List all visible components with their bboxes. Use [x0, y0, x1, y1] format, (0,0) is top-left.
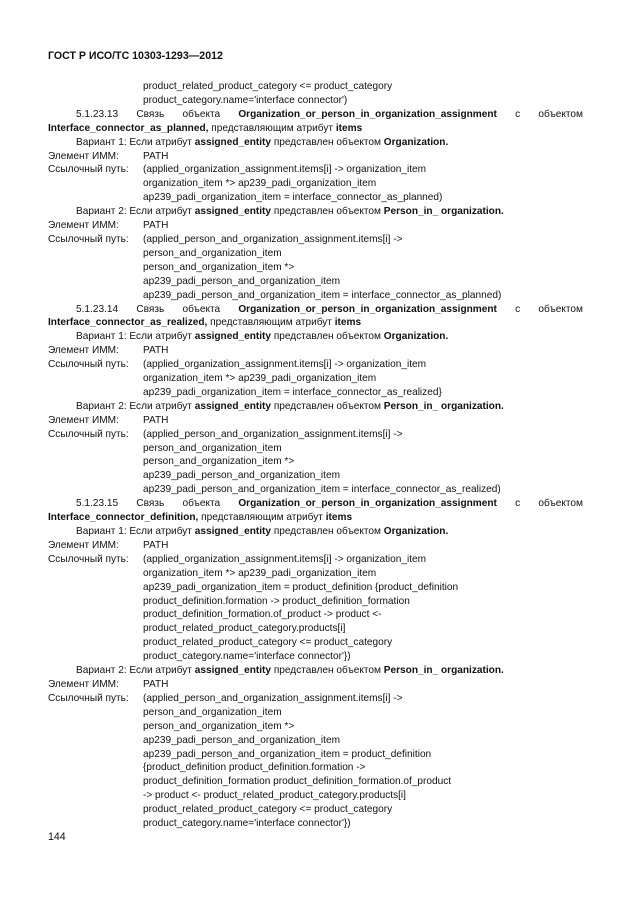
representing-text: представляющим атрибут — [198, 512, 326, 524]
path-line: person_and_organization_item *> — [143, 456, 295, 468]
entity-name: Organization. — [383, 136, 449, 148]
path-line: product_definition.formation -> product_definition_formation — [143, 595, 410, 607]
element-row — [48, 678, 583, 692]
mapping-section — [48, 108, 583, 303]
variant-prefix: Вариант 1: Если атрибут — [76, 331, 195, 343]
path-ref-row — [48, 428, 583, 442]
target-object: Interface_connector_as_planned, — [48, 122, 209, 134]
with-object-text: с объектом — [496, 498, 583, 510]
element-value: PATH — [143, 414, 169, 426]
reference-path — [48, 553, 583, 664]
attribute-name: assigned_entity — [194, 331, 272, 343]
representing-text: представляющим атрибут — [207, 317, 335, 329]
element-value: PATH — [143, 539, 169, 551]
element-value: PATH — [143, 345, 169, 357]
section-number: 5.1.23.14 — [76, 303, 119, 315]
path-line: ap239_padi_person_and_organization_item — [143, 275, 340, 287]
path-line: person_and_organization_item *> — [143, 720, 295, 732]
section-heading — [48, 303, 583, 331]
entity-name: Person_in_ organization. — [383, 400, 504, 412]
reference-path — [48, 233, 583, 303]
path-line: ap239_padi_person_and_organization_item — [143, 470, 340, 482]
path-line: (applied_person_and_organization_assignment.items[i] -> — [143, 692, 403, 704]
path-line: product_related_product_category.products[i] — [143, 623, 346, 635]
element-label: Элемент ИММ: — [48, 678, 119, 690]
attribute-name: assigned_entity — [194, 665, 272, 677]
path-ref-row — [48, 692, 583, 706]
element-row — [48, 150, 583, 164]
continuation-line: product_related_product_category <= product_category — [143, 81, 393, 92]
variant-prefix: Вариант 2: Если атрибут — [76, 400, 195, 412]
path-line: (applied_organization_assignment.items[i] -> organization_item — [143, 553, 427, 565]
reference-path — [48, 358, 583, 400]
section-heading — [48, 497, 583, 525]
variant-2-heading — [48, 664, 583, 678]
representing-text: представляющим атрибут — [208, 122, 336, 134]
path-line: (applied_organization_assignment.items[i] -> organization_item — [143, 359, 427, 371]
path-line: (applied_organization_assignment.items[i] -> organization_item — [143, 164, 427, 176]
element-label: Элемент ИММ: — [48, 150, 119, 162]
entity-name: Organization. — [383, 526, 449, 537]
represented-text: представлен объектом — [271, 206, 384, 218]
reference-path — [48, 428, 583, 498]
variant-prefix: Вариант 2: Если атрибут — [76, 206, 195, 218]
variant-2-heading — [48, 400, 583, 414]
element-value: PATH — [143, 678, 169, 690]
attribute-name: assigned_entity — [194, 206, 272, 218]
link-text: Связь объекта — [136, 498, 239, 510]
assignment-entity: Organization_or_person_in_organization_assignment — [238, 498, 497, 510]
path-line: person_and_organization_item — [143, 706, 282, 718]
represented-text: представлен объектом — [271, 136, 384, 148]
element-value: PATH — [143, 150, 169, 162]
with-object-text: с объектом — [496, 303, 583, 315]
path-line: product_category.name='interface connector'}) — [143, 818, 351, 830]
target-object-cont: connector_as_realized, — [95, 317, 208, 329]
continuation-line: product_category.name='interface connector') — [143, 94, 348, 106]
attribute-name: assigned_entity — [194, 136, 272, 148]
path-line: product_definition_formation.of_product -> product <- — [143, 609, 382, 621]
section-number: 5.1.23.13 — [76, 108, 119, 120]
assignment-entity: Organization_or_person_in_organization_assignment — [238, 108, 497, 120]
items-attribute: items — [335, 122, 363, 134]
path-line: organization_item *> ap239_padi_organization_item — [143, 567, 377, 579]
target-object-cont: connector_definition, — [95, 512, 199, 524]
mapping-section — [48, 497, 583, 831]
element-row — [48, 414, 583, 428]
reference-path — [48, 163, 583, 205]
path-ref-row — [48, 233, 583, 247]
path-line: (applied_person_and_organization_assignment.items[i] -> — [143, 428, 403, 440]
entity-name: Person_in_ organization. — [383, 206, 504, 218]
path-ref-label: Ссылочный путь: — [48, 553, 129, 565]
mapping-section — [48, 303, 583, 498]
path-line: organization_item *> ap239_padi_organization_item — [143, 373, 377, 385]
variant-2-heading — [48, 205, 583, 219]
element-value: PATH — [143, 220, 169, 232]
path-line: ap239_padi_organization_item = interface_connector_as_realized} — [143, 386, 442, 398]
page-number: 144 — [48, 831, 66, 843]
element-label: Элемент ИММ: — [48, 539, 119, 551]
path-ref-label: Ссылочный путь: — [48, 428, 129, 440]
element-row — [48, 539, 583, 553]
element-label: Элемент ИММ: — [48, 414, 119, 426]
page-header: ГОСТ Р ИСО/ТС 10303-1293—2012 — [48, 50, 223, 62]
variant-prefix: Вариант 1: Если атрибут — [76, 136, 195, 148]
represented-text: представлен объектом — [271, 400, 384, 412]
path-line: product_related_product_category <= product_category — [143, 804, 393, 816]
path-ref-row — [48, 163, 583, 177]
represented-text: представлен объектом — [271, 665, 384, 677]
path-ref-label: Ссылочный путь: — [48, 359, 129, 371]
path-line: {product_definition product_definition.formation -> — [143, 762, 366, 774]
section-heading — [48, 108, 583, 136]
represented-text: представлен объектом — [271, 526, 384, 537]
target-object: Interface_ — [48, 512, 96, 524]
path-ref-row — [48, 358, 583, 372]
path-line: ap239_padi_person_and_organization_item = interface_connector_as_planned) — [143, 289, 502, 301]
path-line: person_and_organization_item — [143, 442, 282, 454]
with-object-text: с объектом — [496, 108, 583, 120]
path-ref-label: Ссылочный путь: — [48, 692, 129, 704]
path-line: ap239_padi_person_and_organization_item = interface_connector_as_realized) — [143, 484, 501, 496]
represented-text: представлен объектом — [271, 331, 384, 343]
path-line: ap239_padi_organization_item = product_definition {product_definition — [143, 581, 459, 593]
variant-prefix: Вариант 2: Если атрибут — [76, 665, 195, 677]
element-row — [48, 219, 583, 233]
link-text: Связь объекта — [136, 303, 239, 315]
element-row — [48, 344, 583, 358]
entity-name: Organization. — [383, 331, 449, 343]
entity-name: Person_in_ organization. — [383, 665, 504, 677]
target-object: Interface_ — [48, 317, 96, 329]
attribute-name: assigned_entity — [194, 526, 272, 537]
variant-1-heading — [48, 136, 583, 150]
path-line: organization_item *> ap239_padi_organization_item — [143, 178, 377, 190]
path-line: product_definition_formation product_definition_formation.of_product — [143, 776, 452, 788]
element-label: Элемент ИММ: — [48, 345, 119, 357]
variant-prefix: Вариант 1: Если атрибут — [76, 526, 195, 537]
variant-1-heading — [48, 525, 583, 539]
path-line: person_and_organization_item *> — [143, 261, 295, 273]
element-label: Элемент ИММ: — [48, 220, 119, 232]
assignment-entity: Organization_or_person_in_organization_assignment — [238, 303, 497, 315]
reference-path — [48, 692, 583, 831]
path-line: ap239_padi_organization_item = interface_connector_as_planned) — [143, 192, 443, 204]
path-line: person_and_organization_item — [143, 247, 282, 259]
document-body — [48, 80, 583, 831]
items-attribute: items — [325, 512, 353, 524]
sections-container — [48, 108, 583, 831]
path-line: ap239_padi_person_and_organization_item — [143, 734, 340, 746]
variant-1-heading — [48, 330, 583, 344]
path-line: ap239_padi_person_and_organization_item = product_definition — [143, 748, 432, 760]
path-line: product_related_product_category <= product_category — [143, 637, 393, 649]
path-ref-label: Ссылочный путь: — [48, 233, 129, 245]
path-ref-row — [48, 553, 583, 567]
path-line: -> product <- product_related_product_category.products[i] — [143, 790, 406, 802]
path-line: (applied_person_and_organization_assignment.items[i] -> — [143, 233, 403, 245]
attribute-name: assigned_entity — [194, 400, 272, 412]
items-attribute: items — [334, 317, 362, 329]
path-ref-label: Ссылочный путь: — [48, 164, 129, 176]
path-line: product_category.name='interface connector'}) — [143, 651, 351, 663]
link-text: Связь объекта — [136, 108, 239, 120]
section-number: 5.1.23.15 — [76, 498, 119, 510]
